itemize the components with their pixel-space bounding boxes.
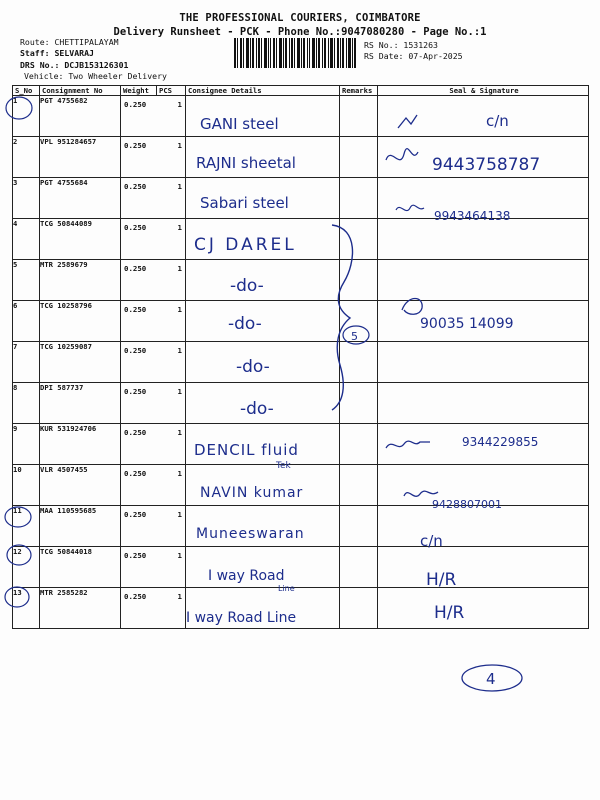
- row-sno: 10: [13, 465, 40, 506]
- row-remarks: [340, 178, 378, 219]
- row-sno: 11: [13, 506, 40, 547]
- runsheet-title: Delivery Runsheet - PCK - Phone No.:9047080280 - Page No.:1: [113, 26, 487, 38]
- hw-consignee: I way Road Line: [186, 610, 297, 626]
- page-count: 4: [486, 670, 496, 688]
- hw-consignee: DENCIL fluid: [194, 441, 299, 459]
- row-pcs: 1: [177, 551, 182, 560]
- row-remarks: [340, 260, 378, 301]
- row-weight: 0.250: [124, 264, 147, 273]
- row-signature: [378, 342, 589, 383]
- row-weight-pcs: [121, 465, 186, 506]
- row-consignment-no: DPI 587737: [40, 383, 121, 424]
- hw-consignee: Sabari steel: [200, 194, 289, 212]
- row-consignment-no: VPL 951284657: [40, 137, 121, 178]
- row-signature: [378, 260, 589, 301]
- row-consignee: [186, 260, 340, 301]
- hw-consignee: -do-: [230, 276, 264, 296]
- row-pcs: 1: [177, 223, 182, 232]
- row-weight: 0.250: [124, 428, 147, 437]
- col-header-signature: Seal & Signature: [378, 86, 589, 96]
- row-weight-pcs: [121, 260, 186, 301]
- row-sno: 8: [13, 383, 40, 424]
- row-weight: 0.250: [124, 469, 147, 478]
- row-consignee: [186, 506, 340, 547]
- row-weight-pcs: [121, 506, 186, 547]
- row-weight-pcs: [121, 137, 186, 178]
- company-title: THE PROFESSIONAL COURIERS, COIMBATORE: [179, 12, 421, 24]
- table-header-row: [13, 86, 589, 96]
- table-row: [13, 178, 589, 219]
- route-label: Route: CHETTIPALAYAM: [20, 37, 119, 47]
- table-row: [13, 383, 589, 424]
- hw-signature: 9344229855: [462, 435, 539, 449]
- hw-consignee: I way Road: [208, 568, 285, 584]
- row-weight-pcs: [121, 96, 186, 137]
- row-consignee: [186, 137, 340, 178]
- hw-signature: H/R: [434, 603, 465, 623]
- col-header-weight: Weight: [121, 86, 157, 96]
- hw-signature: 90035 14099: [420, 316, 514, 332]
- hw-signature: 9943464138: [434, 209, 511, 223]
- hw-signature: 9428807001: [432, 498, 502, 511]
- rs-date-label: RS Date: 07-Apr-2025: [364, 51, 463, 61]
- row-consignee: [186, 383, 340, 424]
- table-row: [13, 301, 589, 342]
- row-consignee: [186, 547, 340, 588]
- row-remarks: [340, 96, 378, 137]
- row-weight: 0.250: [124, 510, 147, 519]
- table-row: [13, 342, 589, 383]
- hw-consignee: -do-: [236, 357, 270, 377]
- row-consignment-no: PGT 4755682: [40, 96, 121, 137]
- row-signature: [378, 383, 589, 424]
- row-signature: [378, 588, 589, 629]
- col-header-remarks: Remarks: [340, 86, 378, 96]
- row-weight: 0.250: [124, 141, 147, 150]
- row-consignment-no: TCG 50844018: [40, 547, 121, 588]
- row-pcs: 1: [177, 346, 182, 355]
- hw-consignee: -do-: [228, 314, 262, 334]
- row-sno: 5: [13, 260, 40, 301]
- hw-signature: c/n: [420, 532, 443, 550]
- row-weight: 0.250: [124, 223, 147, 232]
- hw-consignee-sub: Tek: [276, 461, 291, 471]
- row-weight-pcs: [121, 547, 186, 588]
- row-signature: [378, 178, 589, 219]
- row-sno: 4: [13, 219, 40, 260]
- hw-consignee: RAJNI sheetal: [196, 154, 296, 172]
- row-remarks: [340, 424, 378, 465]
- hw-consignee: Muneeswaran: [196, 526, 305, 542]
- table-row: [13, 547, 589, 588]
- row-pcs: 1: [177, 264, 182, 273]
- hw-consignee: NAVIN kumar: [200, 485, 304, 501]
- row-weight: 0.250: [124, 551, 147, 560]
- row-remarks: [340, 547, 378, 588]
- table-row: [13, 424, 589, 465]
- col-header-consignee: Consignee Details: [186, 86, 340, 96]
- row-pcs: 1: [177, 100, 182, 109]
- row-consignee: [186, 424, 340, 465]
- row-sno: 6: [13, 301, 40, 342]
- row-consignment-no: TCG 50844089: [40, 219, 121, 260]
- hw-signature: c/n: [486, 112, 509, 130]
- row-consignment-no: KUR 531924706: [40, 424, 121, 465]
- row-consignee: [186, 465, 340, 506]
- col-header-sno: S_No: [13, 86, 40, 96]
- row-consignee: [186, 301, 340, 342]
- row-consignment-no: TCG 10259087: [40, 342, 121, 383]
- row-sno: 13: [13, 588, 40, 629]
- row-sno: 2: [13, 137, 40, 178]
- hw-consignee: CJ DAREL: [194, 235, 297, 255]
- col-header-consignment: Consignment No: [40, 86, 121, 96]
- row-pcs: 1: [177, 182, 182, 191]
- row-sno: 1: [13, 96, 40, 137]
- row-consignment-no: MAA 110595685: [40, 506, 121, 547]
- row-signature: [378, 219, 589, 260]
- vehicle-label: Vehicle: Two Wheeler Delivery: [24, 71, 167, 81]
- table-row: [13, 506, 589, 547]
- row-weight: 0.250: [124, 182, 147, 191]
- row-consignment-no: MTR 2589679: [40, 260, 121, 301]
- row-weight: 0.250: [124, 592, 147, 601]
- row-consignment-no: PGT 4755684: [40, 178, 121, 219]
- row-consignee: [186, 178, 340, 219]
- row-weight-pcs: [121, 219, 186, 260]
- row-pcs: 1: [177, 305, 182, 314]
- hw-signature: 9443758787: [432, 155, 541, 175]
- row-signature: [378, 137, 589, 178]
- row-weight-pcs: [121, 178, 186, 219]
- row-pcs: 1: [177, 141, 182, 150]
- row-consignment-no: VLR 4507455: [40, 465, 121, 506]
- row-remarks: [340, 137, 378, 178]
- table-row: [13, 260, 589, 301]
- col-header-pcs: PCS: [157, 86, 186, 96]
- hw-consignee-sub: Line: [278, 584, 295, 593]
- drs-label: DRS No.: DCJB153126301: [20, 60, 129, 70]
- hw-consignee: GANI steel: [200, 115, 279, 133]
- row-pcs: 1: [177, 469, 182, 478]
- row-pcs: 1: [177, 428, 182, 437]
- barcode: [234, 38, 356, 68]
- table-row: [13, 588, 589, 629]
- hw-signature: H/R: [426, 570, 457, 590]
- row-pcs: 1: [177, 387, 182, 396]
- row-weight: 0.250: [124, 387, 147, 396]
- row-pcs: 1: [177, 510, 182, 519]
- row-remarks: [340, 219, 378, 260]
- row-consignee: [186, 588, 340, 629]
- row-weight: 0.250: [124, 305, 147, 314]
- bracket-count: 5: [351, 330, 358, 343]
- row-consignment-no: TCG 10258796: [40, 301, 121, 342]
- row-remarks: [340, 342, 378, 383]
- row-consignment-no: MTR 2585282: [40, 588, 121, 629]
- row-weight-pcs: [121, 588, 186, 629]
- row-sno: 9: [13, 424, 40, 465]
- row-weight-pcs: [121, 342, 186, 383]
- row-consignee: [186, 342, 340, 383]
- row-remarks: [340, 383, 378, 424]
- runsheet-table: [12, 85, 589, 629]
- row-weight: 0.250: [124, 100, 147, 109]
- hw-consignee: -do-: [240, 399, 274, 419]
- row-sno: 12: [13, 547, 40, 588]
- row-signature: [378, 424, 589, 465]
- rs-no-label: RS No.: 1531263: [364, 40, 438, 50]
- row-remarks: [340, 301, 378, 342]
- row-remarks: [340, 588, 378, 629]
- table-row: [13, 465, 589, 506]
- table-row: [13, 219, 589, 260]
- row-consignee: [186, 219, 340, 260]
- row-signature: [378, 96, 589, 137]
- table-row: [13, 96, 589, 137]
- row-remarks: [340, 465, 378, 506]
- row-weight: 0.250: [124, 346, 147, 355]
- row-consignee: [186, 96, 340, 137]
- row-signature: [378, 301, 589, 342]
- page-count-circle: [462, 665, 522, 691]
- row-remarks: [340, 506, 378, 547]
- row-pcs: 1: [177, 592, 182, 601]
- row-sno: 7: [13, 342, 40, 383]
- row-signature: [378, 547, 589, 588]
- table-row: [13, 137, 589, 178]
- staff-label: Staff: SELVARAJ: [20, 48, 94, 58]
- row-sno: 3: [13, 178, 40, 219]
- row-weight-pcs: [121, 383, 186, 424]
- row-weight-pcs: [121, 424, 186, 465]
- row-signature: [378, 465, 589, 506]
- row-weight-pcs: [121, 301, 186, 342]
- row-signature: [378, 506, 589, 547]
